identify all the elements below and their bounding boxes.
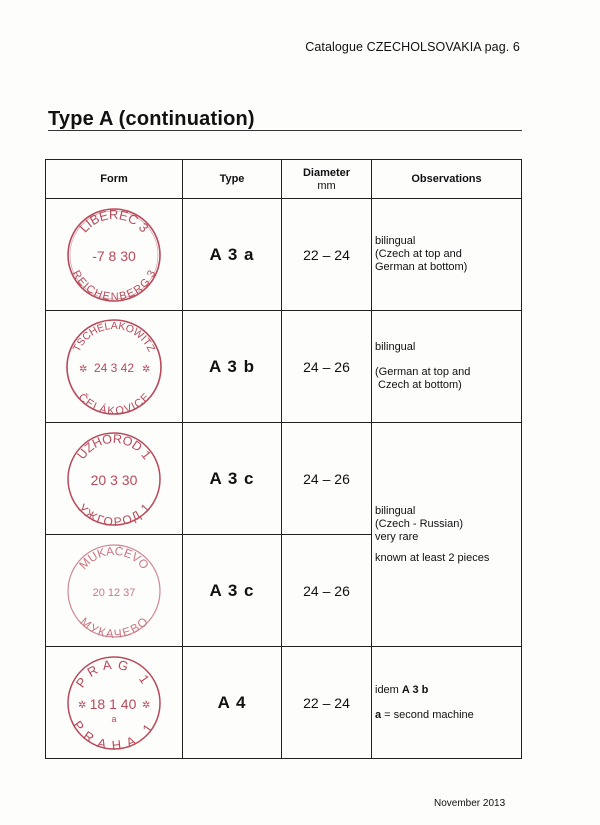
type-cell: A 3 c xyxy=(183,423,282,535)
type-cell: A 3 b xyxy=(183,311,282,423)
stamp-top-text: LIBEREC 3 xyxy=(76,206,152,235)
obs-line: bilingual xyxy=(375,235,416,247)
diameter-cell: 22 – 24 xyxy=(282,199,372,311)
title-underline xyxy=(48,130,522,131)
star-icon: ✲ xyxy=(142,699,151,711)
svg-text:TSCHELAKOWITZ xyxy=(71,319,158,353)
stamp-date: -7 8 30 xyxy=(92,247,136,264)
svg-text:МУКАЧЕВО xyxy=(77,614,150,640)
diameter-cell: 22 – 24 xyxy=(282,647,372,759)
obs-line: German at bottom) xyxy=(375,261,468,273)
table-header-row xyxy=(46,160,522,199)
postmark-stamp xyxy=(62,315,166,419)
star-icon: ✲ xyxy=(79,363,88,375)
page-header: Catalogue CZECHOLSOVAKIA pag. 6 xyxy=(305,40,520,54)
table-row xyxy=(46,199,522,311)
col-header-observations: Observations xyxy=(372,160,522,199)
catalogue-table xyxy=(45,159,522,759)
col-header-type: Type xyxy=(183,160,282,199)
stamp-date: 20 12 37 xyxy=(92,586,136,599)
obs-text: = second machine xyxy=(381,708,474,721)
observations-cell xyxy=(372,647,522,759)
svg-text:UZHOROD 1 xyxy=(74,431,153,461)
stamp-bottom-text: PRAHA 1 xyxy=(69,717,159,753)
obs-bold: a xyxy=(375,708,382,721)
obs-line: very rare xyxy=(375,530,419,543)
form-cell xyxy=(46,311,183,423)
form-cell xyxy=(46,423,183,535)
postmark-stamp xyxy=(62,651,166,755)
svg-text:LIBEREC 3 xyxy=(76,206,151,234)
star-icon: ✲ xyxy=(142,363,151,375)
type-cell: A 3 c xyxy=(183,535,282,647)
stamp-date: 18 1 40 xyxy=(89,695,137,712)
stamp-bottom-text: МУКАЧЕВО xyxy=(77,614,151,641)
postmark-stamp xyxy=(62,203,166,307)
svg-text:ČELÁKOVICE xyxy=(76,390,152,417)
col-header-diameter xyxy=(282,160,372,199)
stamp-top-text: UZHOROD 1 xyxy=(74,431,154,462)
table-row xyxy=(46,423,522,535)
stamp-bottom-text: УЖГОРОД 1 xyxy=(75,500,153,529)
svg-text:PRAG 1 xyxy=(73,656,156,690)
observations-cell xyxy=(372,311,522,423)
obs-bold: A 3 b xyxy=(401,683,429,696)
form-cell xyxy=(46,535,183,647)
obs-line: bilingual xyxy=(375,504,416,517)
table-row xyxy=(46,647,522,759)
diameter-cell: 24 – 26 xyxy=(282,311,372,423)
form-cell xyxy=(46,199,183,311)
stamp-top-text: TSCHELAKOWITZ xyxy=(70,319,158,354)
obs-line: known at least 2 pieces xyxy=(375,551,490,564)
postmark-stamp xyxy=(62,539,166,643)
stamp-date: 24 3 42 xyxy=(93,360,135,375)
postmark-stamp xyxy=(62,427,166,531)
diameter-cell: 24 – 26 xyxy=(282,423,372,535)
stamp-top-text: PRAG 1 xyxy=(72,656,156,690)
obs-line: bilingual xyxy=(375,341,416,353)
type-cell: A 3 a xyxy=(183,199,282,311)
obs-line: (Czech at top and xyxy=(375,248,462,260)
observations-cell xyxy=(372,199,522,311)
diameter-unit: mm xyxy=(317,179,336,192)
svg-text:УЖГОРОД 1 xyxy=(75,500,153,528)
stamp-date: 20 3 30 xyxy=(90,471,138,488)
obs-line: (Czech - Russian) xyxy=(375,517,464,530)
stamp-letter: a xyxy=(111,713,117,724)
stamp-top-text: MUKAČEVO xyxy=(76,543,152,572)
col-header-form: Form xyxy=(46,160,183,199)
diameter-cell: 24 – 26 xyxy=(282,535,372,647)
page-footer: November 2013 xyxy=(434,798,506,809)
obs-line: (German at top and xyxy=(375,366,471,378)
stamp-bottom-text: REICHENBERG 3 xyxy=(69,268,159,303)
obs-line xyxy=(375,684,521,697)
obs-line: Czech at bottom) xyxy=(375,379,462,391)
observations-cell-merged xyxy=(372,423,522,647)
stamp-bottom-text: ČELÁKOVICE xyxy=(75,390,153,417)
star-icon: ✲ xyxy=(78,699,87,711)
form-cell xyxy=(46,647,183,759)
obs-text: idem xyxy=(375,683,402,696)
diameter-label: Diameter xyxy=(302,166,351,179)
type-cell: A 4 xyxy=(183,647,282,759)
page-title: Type A (continuation) xyxy=(48,108,255,130)
obs-line xyxy=(375,709,521,722)
svg-text:MUKAČEVO xyxy=(76,542,151,571)
table-row xyxy=(46,311,522,423)
